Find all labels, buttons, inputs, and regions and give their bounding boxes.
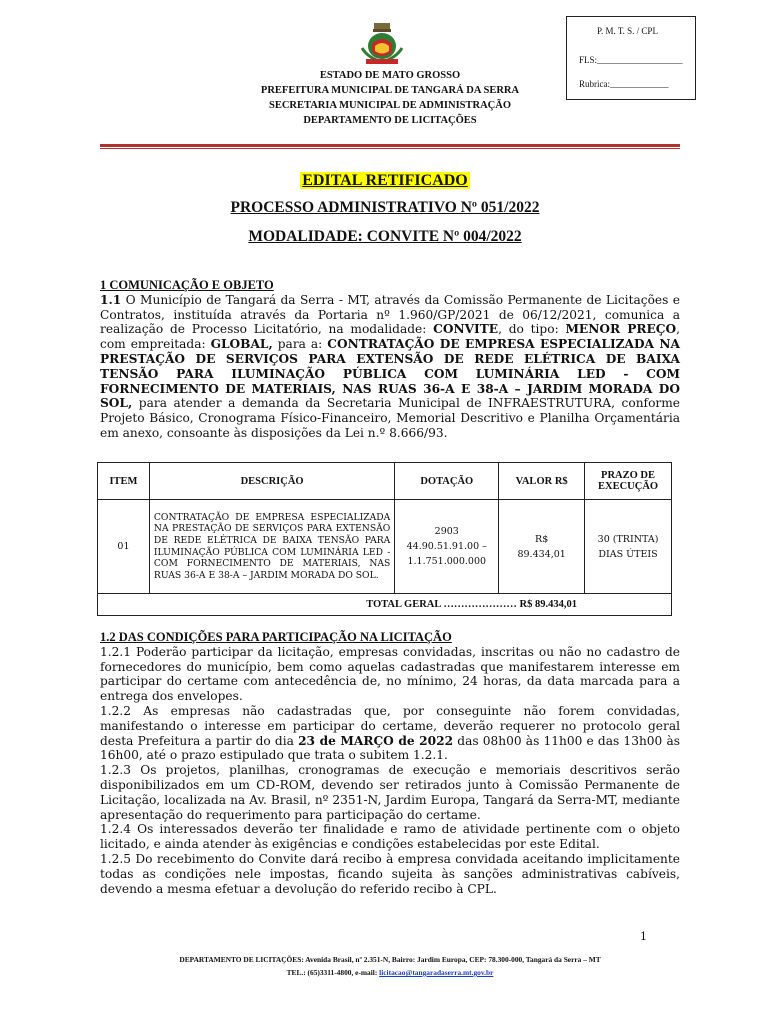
text-run: O Município de Tangará da Serra - MT, através da Comissão Permanente de Licitações e Contratos, instituída através da Portaria nº 1.960/GP/2021 de 06/12/2021, comunica a realização de Processo Licitatório, na modalidade:: [100, 292, 680, 337]
valor-line: R$: [535, 533, 549, 545]
cell-prazo: [585, 500, 672, 594]
text-run: para a:: [272, 337, 328, 352]
stamp-rubrica: Rubrica:_____________: [579, 79, 669, 89]
table-header-row: [98, 463, 672, 500]
agency-header: [230, 68, 550, 128]
agency-prefecture: PREFEITURA MUNICIPAL DE TANGARÁ DA SERRA: [260, 85, 520, 96]
process-title: PROCESSO ADMINISTRATIVO Nº 051/2022: [230, 199, 540, 216]
stamp-fls: FLS:___________________: [579, 55, 683, 65]
edict-title: [0, 170, 770, 190]
agency-department: DEPARTAMENTO DE LICITAÇÕES: [303, 115, 477, 126]
edict-title-text: EDITAL RETIFICADO: [302, 172, 468, 189]
clause-1-2-4: 1.2.4 Os interessados deverão ter finalidade e ramo de atividade pertinente com o objeto licitado, e ainda atender às exigências e condições estabelecidas por este Edital.: [100, 822, 680, 852]
footer-contact: [100, 966, 680, 979]
prazo-line: DIAS ÚTEIS: [598, 548, 658, 560]
prazo-line: 30 (TRINTA): [597, 533, 659, 545]
footer-address: DEPARTAMENTO DE LICITAÇÕES: Avenida Brasil, nº 2.351-N, Bairro: Jardim Europa, CEP: 78.300-000, Tangará da Serra – MT: [179, 955, 601, 964]
dotacao-line: 2903: [434, 526, 459, 537]
text-run: para atender a demanda da Secretaria Municipal de INFRAESTRUTURA, conforme Projeto Básico, Cronograma Físico-Financeiro, Memorial Descritivo e Planilha Orçamentária em anexo, consoante às disposições da Lei n.º 8.666/93.: [100, 396, 680, 440]
total-value: TOTAL GERAL ………………… R$ 89.434,01: [98, 594, 672, 616]
protocol-stamp-box: [566, 16, 696, 100]
valor-line: 89.434,01: [517, 548, 566, 560]
cell-description: CONTRATAÇÃO DE EMPRESA ESPECIALIZADA NA PRESTAÇÃO DE SERVIÇOS PARA EXTENSÃO DE REDE ELÉTRICA DE BAIXA TENSÃO PARA ILUMINAÇÃO PÚBLICA COM LUMINÁRIA LED - COM FORNECIMENTO DE MATERIAIS, NAS RUAS 36-A E 38-A – JARDIM MORADA DO SOL.: [149, 500, 394, 594]
stamp-title: P. M. T. S. / CPL: [597, 26, 658, 36]
agency-secretariat: SECRETARIA MUNICIPAL DE ADMINISTRAÇÃO: [268, 100, 512, 111]
cell-dotacao: [395, 500, 499, 594]
table-row: [98, 500, 672, 594]
object-description: CONTRATAÇÃO DE EMPRESA ESPECIALIZADA NA PRESTAÇÃO DE SERVIÇOS PARA EXTENSÃO DE REDE ELÉTRICA DE BAIXA TENSÃO PARA ILUMINAÇÃO PÚBLICA COM LUMINÁRIA LED - COM FORNECIMENTO DE MATERIAIS, NAS RUAS 36-A E 38-A – JARDIM MORADA DO SOL,: [100, 337, 680, 411]
col-dotacao: DOTAÇÃO: [395, 463, 499, 500]
clause-1-2-1: 1.2.1 Poderão participar da licitação, empresas convidadas, inscritas ou não no cadastro de fornecedores do município, bem como aquelas cadastradas que manifestarem interesse em participar do certame com antecedência de, no mínimo, 24 horas, da data marcada para a entrega dos envelopes.: [100, 644, 680, 704]
section-1-1-paragraph: [100, 293, 680, 441]
items-table: [97, 462, 672, 616]
dotacao-line: 1.1.751.000.000: [407, 556, 487, 567]
dotacao-line: 44.90.51.91.00 –: [406, 541, 487, 552]
page-number: 1: [640, 930, 647, 943]
text-bold: MENOR PREÇO: [565, 322, 677, 337]
col-valor: VALOR R$: [499, 463, 585, 500]
page-footer: [100, 953, 680, 979]
header-divider: [100, 144, 680, 147]
section-1-2-heading: 1.2 DAS CONDIÇÕES PARA PARTICIPAÇÃO NA LICITAÇÃO: [100, 630, 452, 644]
footer-tel: TEL.: (65)3311-4800, e-mail:: [286, 968, 380, 977]
modality-title: MODALIDADE: CONVITE Nº 004/2022: [248, 228, 522, 245]
footer-email-link[interactable]: licitacao@tangaradaserra.mt.gov.br: [379, 968, 494, 977]
table-total-row: [98, 594, 672, 616]
text-run: 1.2.2 As empresas não cadastradas que, por conseguinte não forem convidadas, manifestando o interesse em participar do certame, deverão requerer no protocolo geral desta Prefeitura a partir do dia: [100, 703, 680, 748]
col-prazo: PRAZO DE EXECUÇÃO: [585, 463, 672, 500]
date-bold: 23 de MARÇO de 2022: [298, 733, 454, 748]
col-description: DESCRIÇÃO: [149, 463, 394, 500]
cell-valor: [499, 500, 585, 594]
clause-1-2-2: [100, 704, 680, 763]
text-run: , do tipo:: [498, 322, 566, 337]
col-item: ITEM: [98, 463, 150, 500]
clause-1-2-5: 1.2.5 Do recebimento do Convite dará recibo à empresa convidada aceitando implicitamente todas as condições nele impostas, ficando sujeita às sanções administrativas cabíveis, devendo a mesma efetuar a devolução do referido recibo à CPL.: [100, 851, 680, 896]
clause-1-2-3: 1.2.3 Os projetos, planilhas, cronogramas de execução e memoriais descritivos serão disponibilizados em um CD-ROM, devendo ser retirados junto à Comissão Permanente de Licitação, localizada na Av. Brasil, nº 2351-N, Jardim Europa, Tangará da Serra-MT, mediante apresentação do requerimento para participação do certame.: [100, 763, 680, 822]
header-divider-thin: [100, 148, 680, 149]
section-1-2: [100, 630, 680, 896]
text-run: , com empreitada:: [100, 322, 680, 352]
agency-state: ESTADO DE MATO GROSSO: [319, 70, 461, 81]
text-run: das 08h00 às 11h00 e das 13h00 às 16h00, até o prazo estipulado que trata o subitem 1.2.1.: [100, 733, 680, 763]
text-bold: GLOBAL,: [210, 337, 273, 352]
section-1-heading: 1 COMUNICAÇÃO E OBJETO: [100, 278, 274, 292]
text-bold: CONVITE: [433, 322, 499, 337]
clause-number: 1.1: [100, 292, 122, 307]
municipal-coat-of-arms-icon: [358, 22, 406, 66]
section-1: [100, 278, 680, 441]
cell-item: 01: [98, 500, 150, 594]
